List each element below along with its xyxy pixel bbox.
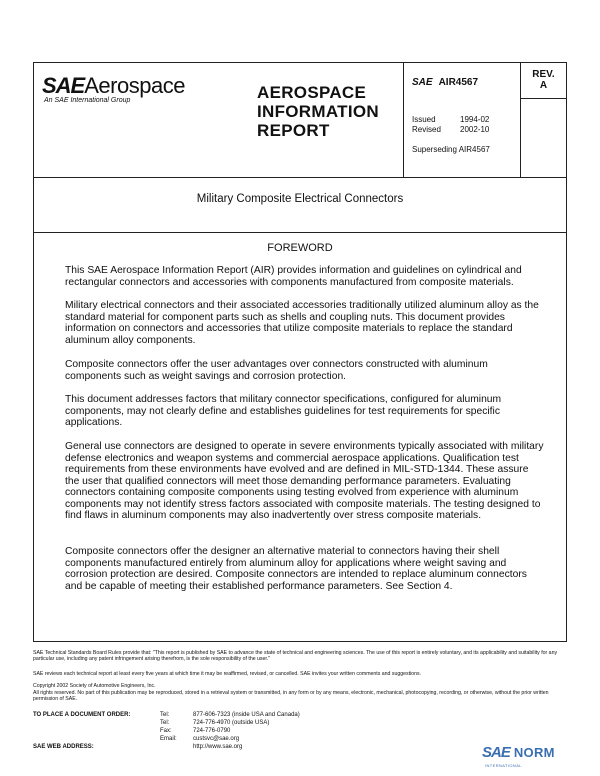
paragraph-2: Military electrical connectors and their associated accessories traditionally utilized aluminum alloy as the standard material for component parts such as shells and coupling nuts. This document provides information on connectors and accessories that utilize composite materials to replace the standard aluminum alloy components. bbox=[65, 300, 539, 346]
tel-value[interactable]: 877-606-7323 (inside USA and Canada) bbox=[193, 712, 300, 718]
watermark-subtitle: INTERNATIONAL bbox=[485, 763, 522, 768]
paragraph-3: Composite connectors offer the user advantages over connectors constructed with aluminum components such as weight savings and corrosion protection. bbox=[65, 359, 488, 382]
logo-aerospace: Aerospace bbox=[84, 73, 185, 98]
brand-block bbox=[34, 63, 404, 177]
report-type bbox=[257, 83, 379, 140]
order-label: TO PLACE A DOCUMENT ORDER: bbox=[33, 712, 131, 718]
fax-label: Fax: bbox=[160, 728, 172, 734]
document-header bbox=[34, 63, 566, 177]
tel2-value[interactable]: 724-776-4970 (outside USA) bbox=[193, 720, 270, 726]
doc-number-value: AIR4567 bbox=[438, 77, 479, 88]
copyright: Copyright 2002 Society of Automotive Engineers, Inc. bbox=[33, 683, 156, 689]
report-type-line-1: AEROSPACE bbox=[257, 83, 367, 102]
watermark-norm: NORM bbox=[513, 745, 555, 760]
document-number bbox=[412, 77, 478, 88]
revised-value: 2002-10 bbox=[460, 125, 490, 134]
document-frame bbox=[33, 62, 567, 642]
issued-date bbox=[412, 115, 516, 124]
paragraph-1: This SAE Aerospace Information Report (AIR) provides information and guidelines on cylindrical and rectangular connectors and accessories with components manufactured from composite materials. bbox=[65, 265, 522, 288]
board-rules: SAE Technical Standards Board Rules provide that: "This report is published by SAE to advance the state of technical and engineering sciences. The use of this report is entirely voluntary, and its applicability and suitability for any particular use, including any patent infringement arising therefrom, is the sole responsibility of the user." bbox=[33, 650, 558, 663]
revision-label: REV. bbox=[532, 69, 555, 80]
tel-label: Tel: bbox=[160, 712, 170, 718]
fax-value: 724-776-0790 bbox=[193, 728, 231, 734]
report-type-line-3: REPORT bbox=[257, 121, 330, 140]
email-link[interactable]: custsvc@sae.org bbox=[193, 736, 240, 742]
document-meta bbox=[404, 63, 521, 177]
web-link[interactable]: http://www.sae.org bbox=[193, 744, 243, 750]
foreword-heading: FOREWORD bbox=[267, 242, 333, 254]
sae-aerospace-logo bbox=[42, 73, 185, 99]
watermark-sae: SAE bbox=[482, 744, 510, 761]
revision bbox=[521, 69, 566, 91]
revised-date bbox=[412, 125, 516, 134]
web-label: SAE WEB ADDRESS: bbox=[33, 744, 94, 750]
title-row bbox=[34, 177, 566, 233]
report-type-line-2: INFORMATION bbox=[257, 102, 379, 121]
logo-sae: SAE bbox=[42, 73, 85, 98]
review-note: SAE reviews each technical report at least every five years at which time it may be reaffirmed, revised, or cancelled. SAE invites your written comments and suggestions. bbox=[33, 671, 421, 677]
tel2-label: Tel: bbox=[160, 720, 170, 726]
rights-note: All rights reserved. No part of this publication may be reproduced, stored in a retrieval system or transmitted, in any form or by any means, electronic, mechanical, photocopying, recording, or otherwise, without the prior written permission of SAE. bbox=[33, 690, 549, 703]
issued-label: Issued bbox=[412, 115, 436, 124]
paragraph-5: General use connectors are designed to operate in severe environments typically associated with military defense electronics and weapon systems and commercial aerospace applications. Qualification test requirements from these environments have evolved and are defined in MIL-STD-1344. These assure the user that qualified connectors will meet those demanding performance parameters. Evaluating connectors containing composite components using testing evolved from experience with aluminum components may not identify stress factors associated with composite materials. The testing designed to find flaws in aluminum components may also inadvertently over stress composite materials. bbox=[65, 441, 544, 521]
email-label: Email: bbox=[160, 736, 177, 742]
revised-label: Revised bbox=[412, 125, 441, 134]
sae-norm-watermark bbox=[482, 744, 555, 761]
issued-value: 1994-02 bbox=[460, 115, 490, 124]
paragraph-6: Composite connectors offer the designer an alternative material to connectors having their shell components manufactured entirely from aluminum alloy for applications where weight saving and corrosion protection are desired. Composite connectors are intended to replace aluminum connectors and be capable of meeting their established performance parameters. See Section 4. bbox=[65, 546, 527, 592]
revision-box bbox=[521, 63, 566, 99]
revision-value: A bbox=[539, 80, 548, 91]
superseding-note: Superseding AIR4567 bbox=[412, 145, 490, 154]
logo-subtitle: An SAE International Group bbox=[44, 97, 131, 104]
paragraph-4: This document addresses factors that military connector specifications, configured for aluminum components, may not clearly define and establishes guidelines for test requirements for specific applications. bbox=[65, 394, 502, 428]
doc-sae-mark: SAE bbox=[412, 77, 433, 88]
document-title: Military Composite Electrical Connectors bbox=[196, 193, 404, 205]
